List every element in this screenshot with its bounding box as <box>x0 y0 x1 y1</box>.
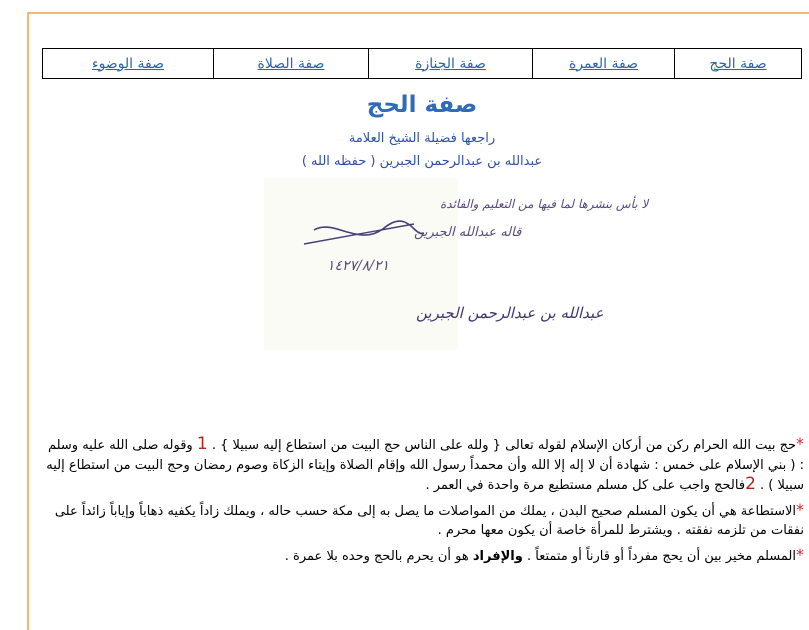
nav-bar <box>42 48 802 79</box>
nav-link-wudu[interactable]: صفة الوضوء <box>91 55 165 72</box>
signature-scribble <box>314 221 424 235</box>
paragraph-2 <box>42 500 804 541</box>
article-body <box>42 434 804 570</box>
p1-cont: وقوله صلى الله عليه وسلم : ( بني الإسلام على خمس : شهادة أن لا إله إلا الله وأن محمداً رسول الله وإقام الصلاة وإيتاء الزكاة وصوم رمضان وحج البيت من استطاع إليه سبيلا ) . <box>46 438 804 493</box>
footnote-ref-2[interactable]: 2 <box>745 474 756 494</box>
signature-drawing <box>264 178 649 350</box>
p2-text: الاستطاعة هي أن يكون المسلم صحيح البدن ، يملك من المواصلات ما يصل به إلى مكة حسب حاله ، ويملك زاداً يكفيه ذهاباً وإياباً زائداً على نفقات من تلزمه نفقته . ويشترط للمرأة خاصة أن يكون معها محرم . <box>54 503 804 538</box>
p1-text: حج بيت الله الحرام ركن من أركان الإسلام لقوله تعالى { ولله على الناس حج البيت من استطاع إليه سبيلا } . <box>211 438 796 453</box>
tab-prayer[interactable] <box>213 49 368 78</box>
bullet-star: * <box>796 544 804 564</box>
bullet-star: * <box>796 434 804 453</box>
nav-link-prayer[interactable]: صفة الصلاة <box>257 55 325 72</box>
p3-text: المسلم مخير بين أن يحج مفرداً أو قارناً أو متمتعاً . <box>526 548 796 564</box>
reviewed-by: راجعها فضيلة الشيخ العلامة <box>348 131 496 146</box>
tab-wudu[interactable] <box>42 49 213 78</box>
p3-end: هو أن يحرم بالحج وحده بلا عمرة . <box>284 548 469 564</box>
bullet-star: * <box>796 499 804 519</box>
tab-umrah[interactable] <box>532 49 674 78</box>
signature-line2: قاله عبدالله الجبرين <box>414 225 522 240</box>
signature-image <box>264 178 649 350</box>
top-border <box>27 12 809 14</box>
page-title: صفة الحج <box>366 92 478 118</box>
left-border <box>27 12 29 630</box>
paragraph-3 <box>42 545 804 567</box>
nav-link-funeral[interactable]: صفة الجنازة <box>415 55 486 72</box>
signature-line1: لا بأس بنشرها لما فيها من التعليم والفائدة <box>440 197 649 211</box>
paragraph-1 <box>42 434 804 496</box>
p3-bold-term: والإفراد <box>472 548 523 564</box>
tab-hajj[interactable] <box>674 49 802 78</box>
tab-funeral[interactable] <box>368 49 532 78</box>
p1-end: فالحج واجب على كل مسلم مستطيع مرة واحدة في العمر . <box>425 478 746 493</box>
nav-link-hajj[interactable]: صفة الحج <box>709 55 767 72</box>
nav-link-umrah[interactable]: صفة العمرة <box>569 55 638 72</box>
signature-date: ١٤٢٧/٨/٢١ <box>326 258 389 274</box>
footnote-ref-1[interactable]: 1 <box>196 434 208 454</box>
sheikh-name: عبدالله بن عبدالرحمن الجبرين ( حفظه الله ) <box>301 154 543 169</box>
signature-name: عبدالله بن عبدالرحمن الجبرين <box>416 304 604 322</box>
